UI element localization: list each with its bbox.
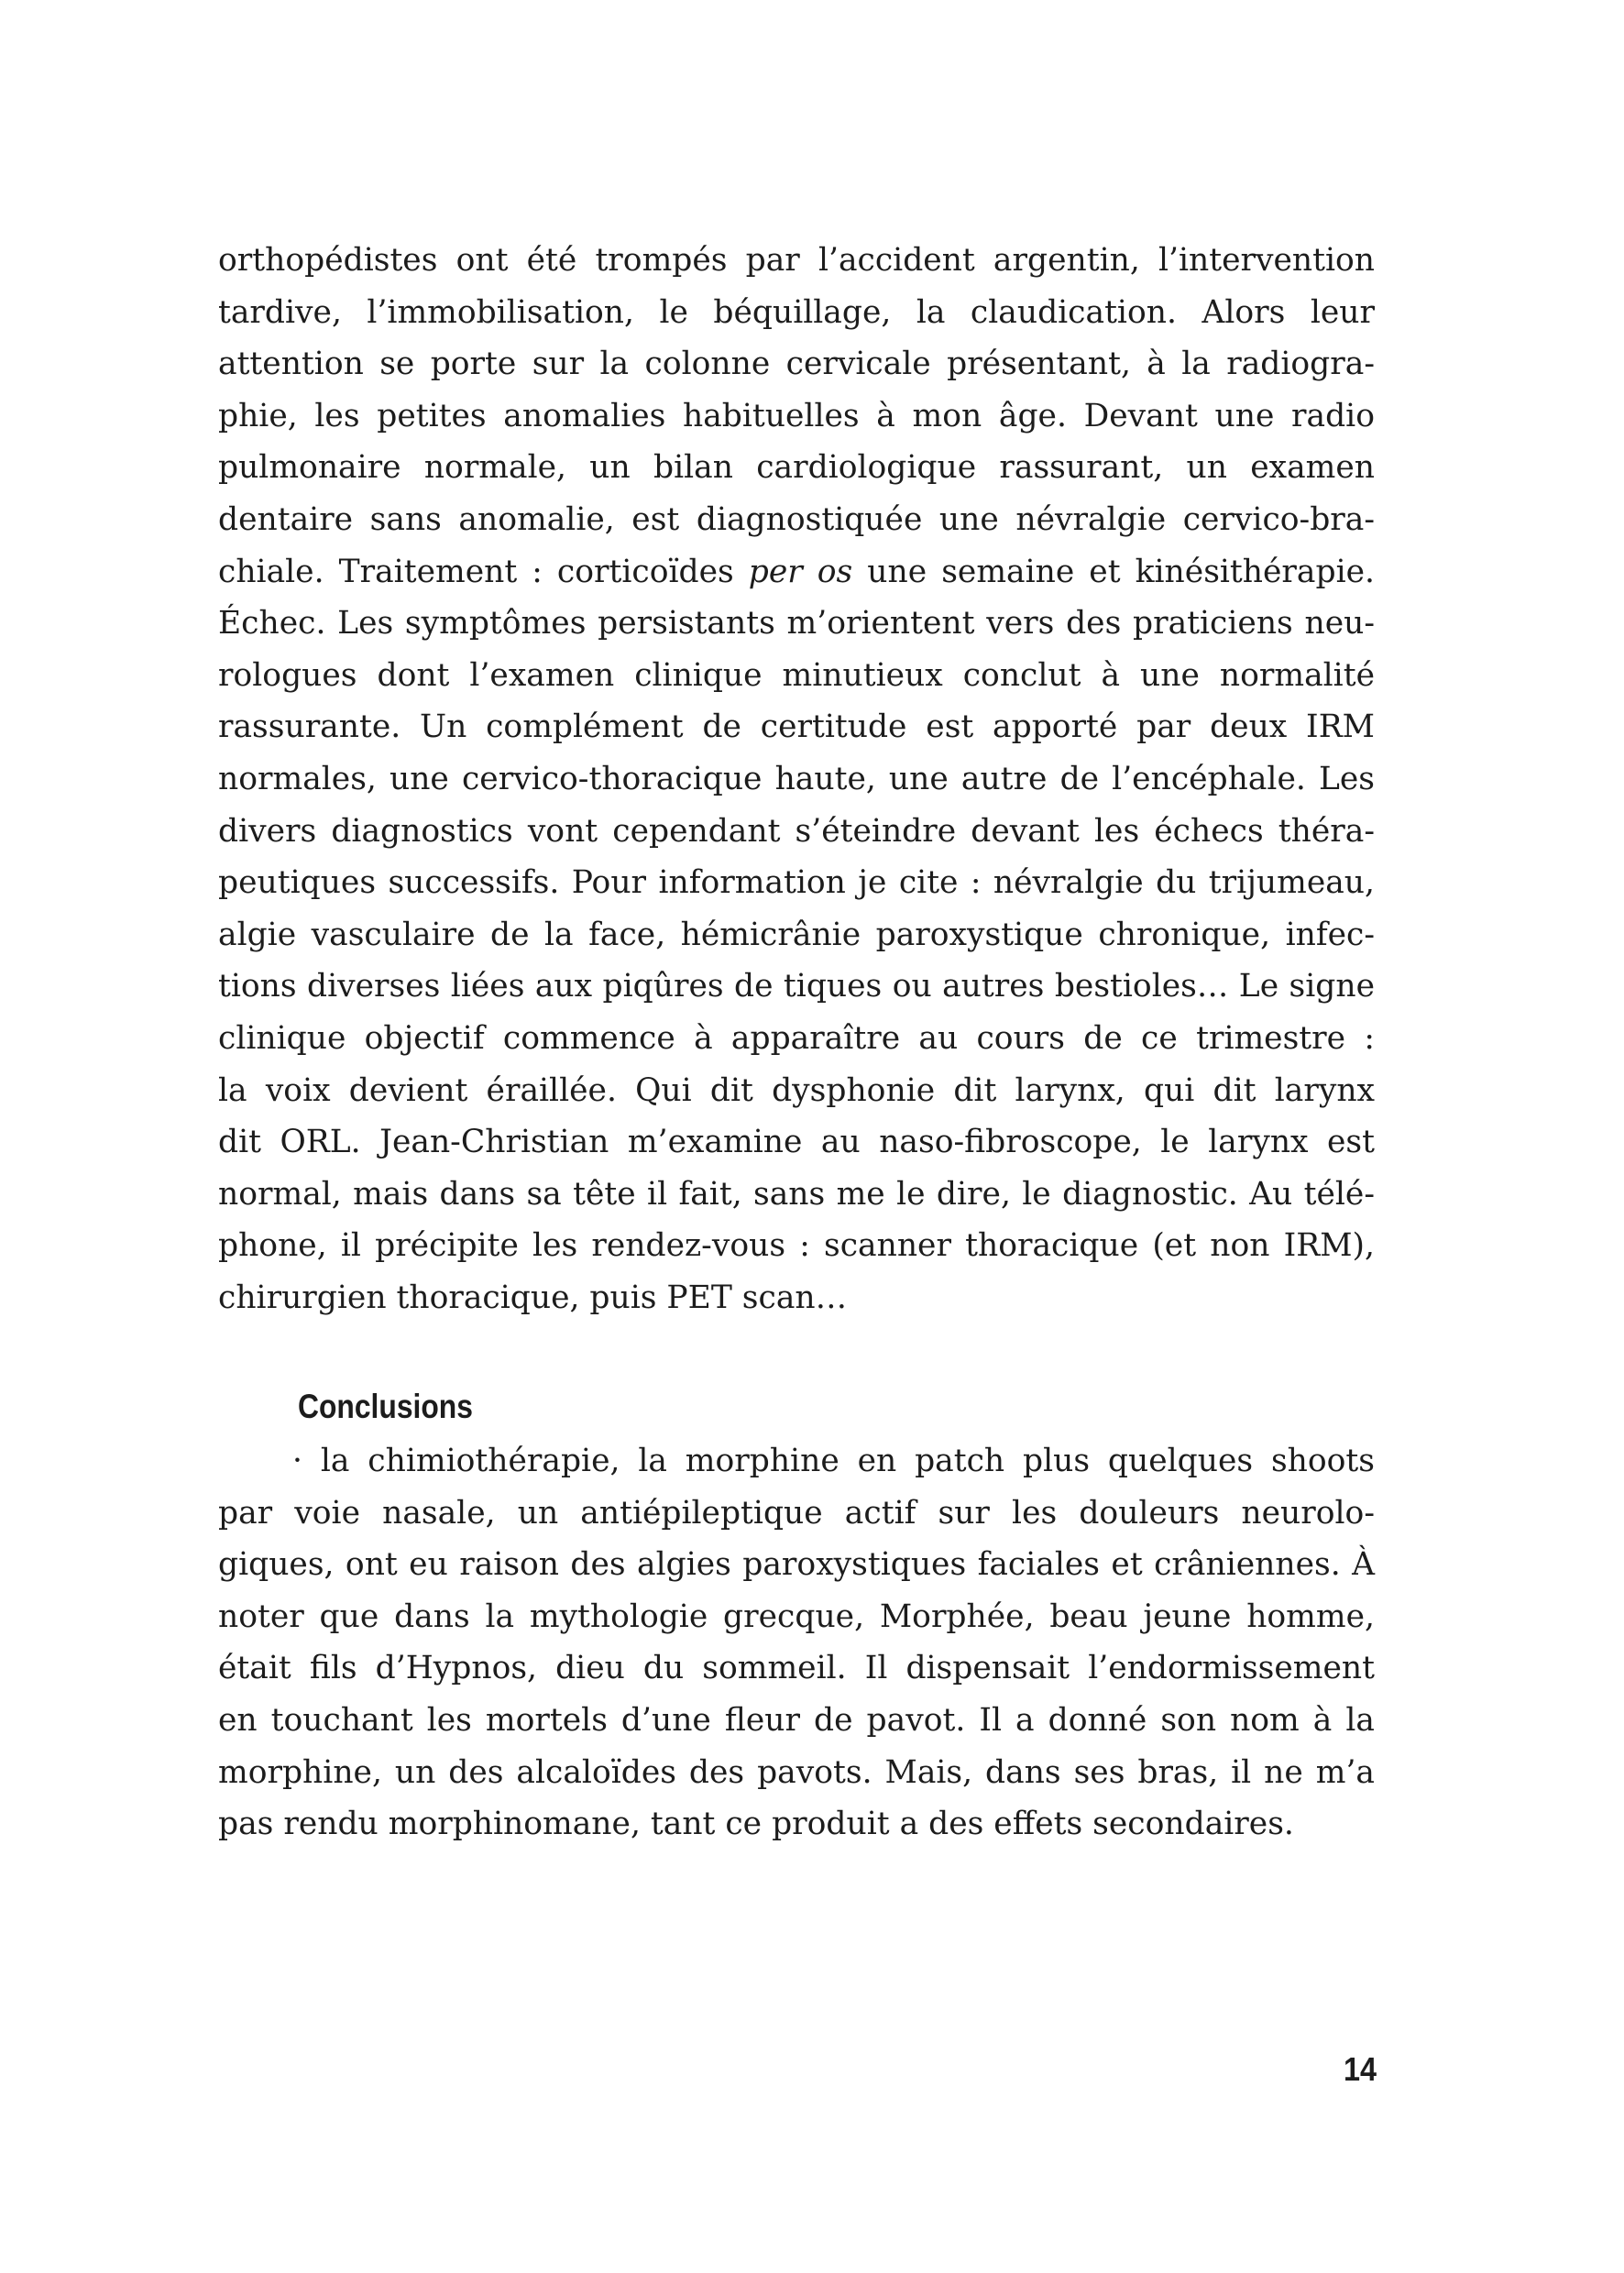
page-number: 14 <box>1343 2050 1377 2088</box>
text-line: attention se porte sur la colonne cervicale présentant, à la radiogra- <box>218 346 1375 383</box>
text-line: · la chimiothérapie, la morphine en patch plus quelques shoots <box>292 1443 1375 1479</box>
text-line: noter que dans la mythologie grecque, Morphée, beau jeune homme, <box>218 1598 1375 1635</box>
text-line: normal, mais dans sa tête il fait, sans me le dire, le diagnostic. Au télé- <box>218 1175 1375 1213</box>
text-segment: chiale. Traitement : corticoïdes <box>218 553 749 590</box>
text-line: peutiques successifs. Pour information je cite : névralgie du trijumeau, <box>218 864 1375 902</box>
text-line: chirurgien thoracique, puis PET scan… <box>218 1279 848 1316</box>
text-line: pas rendu morphinomane, tant ce produit a des effets secondaires. <box>218 1806 1294 1843</box>
text-line: morphine, un des alcaloïdes des pavots. Mais, dans ses bras, il ne m’a <box>218 1753 1375 1791</box>
text-line: giques, ont eu raison des algies paroxystiques faciales et crâniennes. À <box>218 1546 1375 1584</box>
text-line: était fils d’Hypnos, dieu du sommeil. Il dispensait l’endormissement <box>218 1650 1375 1687</box>
text-line: normales, une cervico-thoracique haute, une autre de l’encéphale. Les <box>218 760 1375 797</box>
text-line: par voie nasale, un antiépileptique actif sur les douleurs neurolo- <box>218 1494 1375 1532</box>
text-line-with-italic <box>218 546 1375 598</box>
text-line: algie vasculaire de la face, hémicrânie paroxystique chronique, infec- <box>218 916 1375 953</box>
text-line: pulmonaire normale, un bilan cardiologique rassurant, un examen <box>218 449 1375 487</box>
text-line: rologues dont l’examen clinique minutieux conclut à une normalité <box>218 656 1375 694</box>
text-line: Échec. Les symptômes persistants m’orientent vers des praticiens neu- <box>218 605 1375 642</box>
text-line: divers diagnostics vont cependant s’éteindre devant les échecs théra- <box>218 812 1375 850</box>
text-line: dentaire sans anomalie, est diagnostiquée une névralgie cervico-bra- <box>218 500 1375 538</box>
text-line: clinique objectif commence à apparaître au cours de ce trimestre : <box>218 1019 1375 1057</box>
text-segment: une semaine et kinésithérapie. <box>852 553 1375 590</box>
text-line: en touchant les mortels d’une fleur de pavot. Il a donné son nom à la <box>218 1701 1375 1739</box>
text-line: dit ORL. Jean-Christian m’examine au naso-fibroscope, le larynx est <box>218 1124 1375 1161</box>
body-paragraph <box>218 235 1375 1323</box>
conclusions-paragraph <box>218 1435 1375 1850</box>
text-line: tardive, l’immobilisation, le béquillage, la claudication. Alors leur <box>218 293 1375 331</box>
text-line: la voix devient éraillée. Qui dit dysphonie dit larynx, qui dit larynx <box>218 1071 1375 1109</box>
text-line: phone, il précipite les rendez-vous : scanner thoracique (et non IRM), <box>218 1227 1375 1265</box>
text-line: phie, les petites anomalies habituelles à mon âge. Devant une radio <box>218 397 1375 434</box>
section-heading: Conclusions <box>298 1388 473 1425</box>
italic-text: per os <box>748 553 853 590</box>
text-line: tions diverses liées aux piqûres de tiques ou autres bestioles… Le signe <box>218 968 1375 1005</box>
text-line: orthopédistes ont été trompés par l’accident argentin, l’intervention <box>218 242 1375 279</box>
text-line: rassurante. Un complément de certitude est apporté par deux IRM <box>218 708 1375 746</box>
